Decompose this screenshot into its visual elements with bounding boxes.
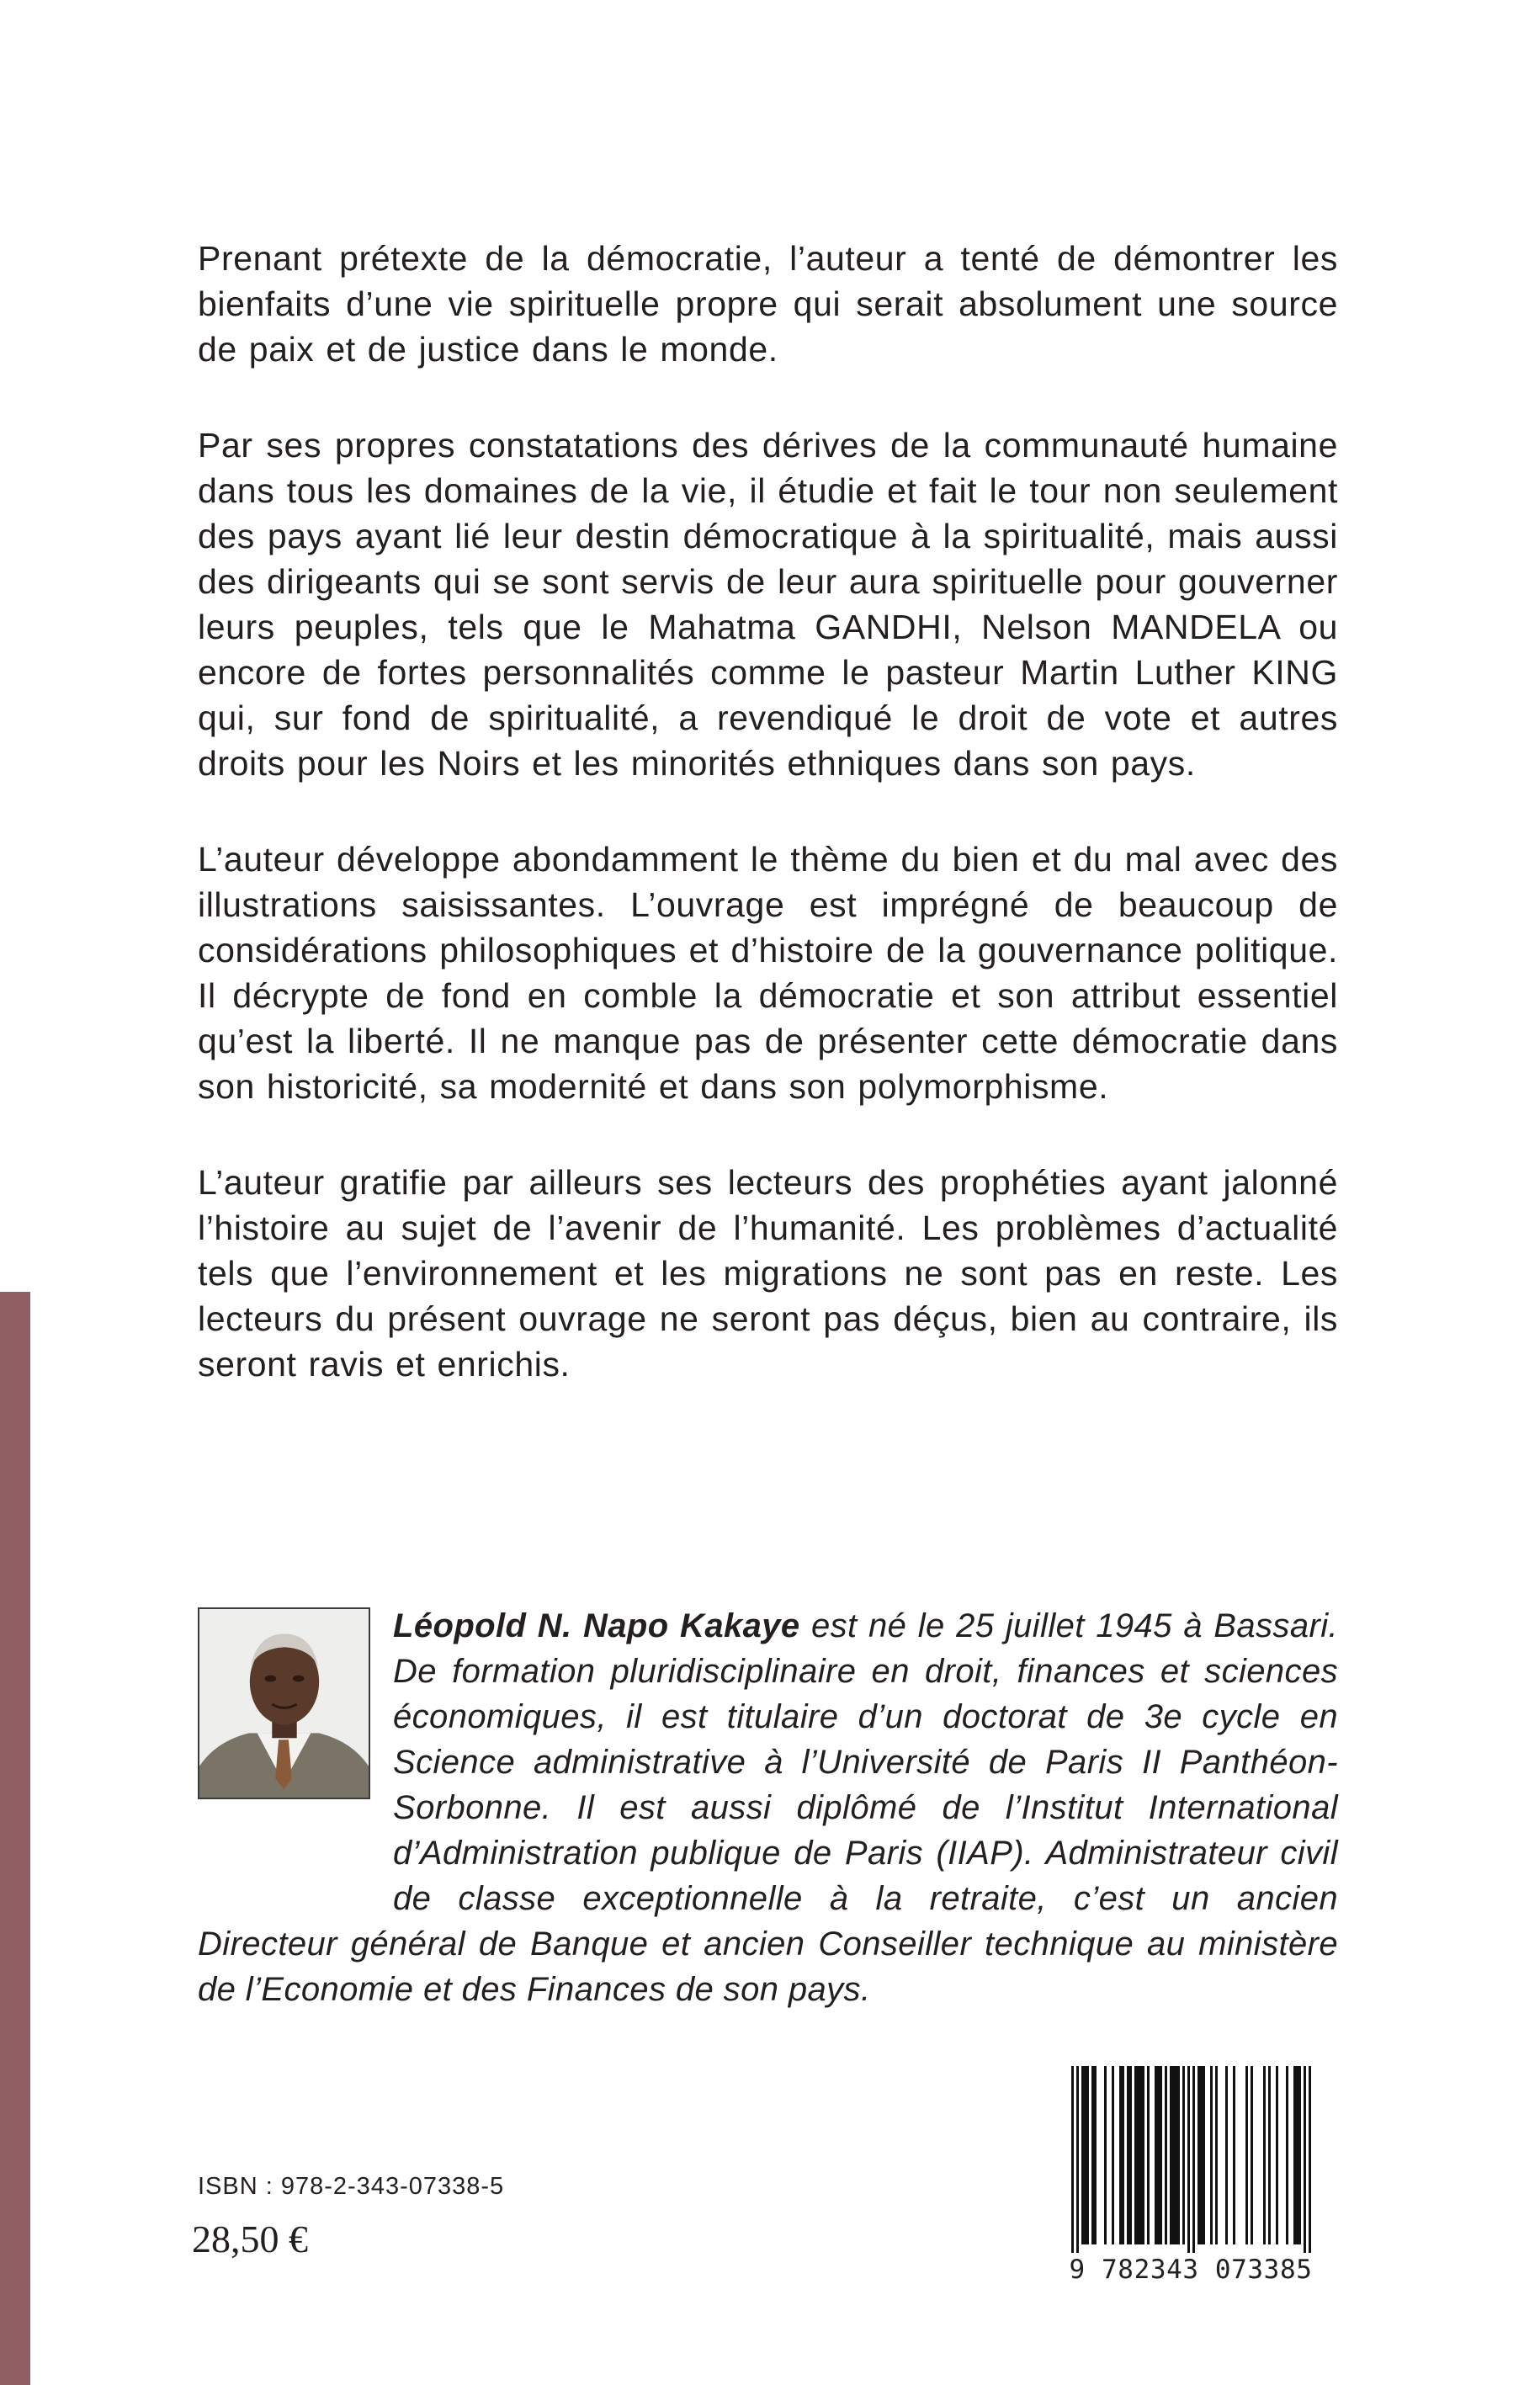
barcode-bar: [1177, 2066, 1180, 2244]
photo-spacer: [198, 1603, 393, 1877]
blurb-paragraph-2: Par ses propres constatations des dérives de la communauté humaine dans tous les domaines de la vie, il étudie et fait le tour non seulement des pays ayant lié leur destin démocratique à la spiritualité, mais aussi des dirigeants qui se sont servis de leur aura spirituelle pour gouverner leurs peuples, tels que le Mahatma GANDHI, Nelson MANDELA ou encore de fortes personnalités comme le pasteur Martin Luther KING qui, sur fond de spiritualité, a revendiqué le droit de vote et autres droits pour les Noirs et les minorités ethniques dans son pays.: [198, 426, 1338, 783]
barcode: [1065, 2066, 1317, 2289]
barcode-bar: [1251, 2066, 1253, 2244]
barcode-bar: [1147, 2066, 1150, 2244]
blurb-paragraph-1: Prenant prétexte de la démocratie, l’auteur a tenté de démontrer les bienfaits d’une vie spirituelle propre qui serait absolument une source de paix et de justice dans le monde.: [198, 239, 1338, 369]
barcode-bar: [1137, 2066, 1139, 2244]
barcode-bar: [1203, 2066, 1205, 2244]
price-label: 28,50 €: [192, 2218, 308, 2260]
barcode-bar: [1122, 2066, 1124, 2244]
barcode-bar: [1091, 2066, 1094, 2244]
barcode-bar: [1187, 2066, 1190, 2255]
barcode-bar: [1081, 2066, 1084, 2244]
barcode-bar: [1084, 2066, 1086, 2244]
barcode-bar: [1165, 2066, 1167, 2244]
barcode-bar: [1233, 2066, 1235, 2244]
barcode-bar: [1104, 2066, 1107, 2244]
barcode-bar: [1225, 2066, 1228, 2244]
barcode-bar: [1192, 2066, 1195, 2255]
barcode-bar: [1071, 2066, 1074, 2255]
cover-side-band: [0, 1292, 30, 2385]
author-name: Léopold N. Napo Kakaye: [393, 1607, 800, 1644]
author-bio: [198, 1603, 1338, 2012]
barcode-bar: [1157, 2066, 1160, 2244]
barcode-bar: [1200, 2066, 1203, 2244]
barcode-bars: [1065, 2066, 1317, 2255]
barcode-bar: [1286, 2066, 1288, 2244]
isbn-label: ISBN : 978-2-343-07338-5: [198, 2173, 505, 2200]
barcode-bar: [1129, 2066, 1132, 2244]
barcode-bar: [1160, 2066, 1162, 2244]
barcode-bar: [1172, 2066, 1175, 2244]
barcode-bar: [1268, 2066, 1271, 2244]
barcode-bar: [1298, 2066, 1301, 2244]
barcode-bar: [1127, 2066, 1129, 2244]
barcode-bar: [1086, 2066, 1089, 2244]
barcode-bar: [1170, 2066, 1172, 2244]
barcode-bar: [1197, 2066, 1200, 2244]
barcode-bar: [1215, 2066, 1218, 2244]
barcode-bar: [1142, 2066, 1144, 2244]
barcode-bar: [1245, 2066, 1248, 2244]
barcode-bar: [1210, 2066, 1213, 2244]
barcode-bar: [1134, 2066, 1137, 2244]
barcode-bar: [1076, 2066, 1079, 2255]
barcode-bar: [1182, 2066, 1185, 2244]
barcode-bar: [1119, 2066, 1122, 2244]
barcode-bar: [1112, 2066, 1114, 2244]
barcode-bar: [1293, 2066, 1296, 2244]
barcode-bar: [1296, 2066, 1298, 2244]
barcode-digits: 9 782343 073385: [1065, 2253, 1317, 2287]
barcode-bar: [1304, 2066, 1306, 2255]
blurb-paragraph-4: L’auteur gratifie par ailleurs ses lecteurs des prophéties ayant jalonné l’histoire au sujet de l’avenir de l’humanité. Les problèmes d’actualité tels que l’environnement et les migrations ne sont pas en reste. Les lecteurs du présent ouvrage ne seront pas déçus, bien au contraire, ils seront ravis et enrichis.: [198, 1163, 1338, 1384]
barcode-bar: [1175, 2066, 1177, 2244]
barcode-bar: [1155, 2066, 1157, 2244]
author-bio-text: est né le 25 juillet 1945 à Bassari. De formation pluridisciplinaire en droit, finances et sciences économiques, il est titulaire d’un doctorat de 3e cycle en Science administrative à l’Université de Paris II Panthéon-Sorbonne. Il est aussi diplômé de l’Institut International d’Administration publique de Paris (IIAP). Administrateur civil de classe exceptionnelle à la retraite, c’est un ancien Directeur général de Banque et ancien Conseiller technique au ministère de l’Economie et des Finances de son pays.: [198, 1607, 1338, 2008]
barcode-bar: [1309, 2066, 1311, 2255]
barcode-bar: [1139, 2066, 1142, 2244]
barcode-bar: [1094, 2066, 1097, 2244]
blurb-paragraph-3: L’auteur développe abondamment le thème du bien et du mal avec des illustrations saisissantes. L’ouvrage est imprégné de beaucoup de considérations philosophiques et d’histoire de la gouvernance politique. Il décrypte de fond en comble la démocratie et son attribut essentiel qu’est la liberté. Il ne manque pas de présenter cette démocratie dans son historicité, sa modernité et dans son polymorphisme.: [198, 840, 1338, 1106]
barcode-bar: [1263, 2066, 1266, 2244]
barcode-bar: [1276, 2066, 1278, 2244]
back-cover-blurb: [198, 236, 1338, 1437]
